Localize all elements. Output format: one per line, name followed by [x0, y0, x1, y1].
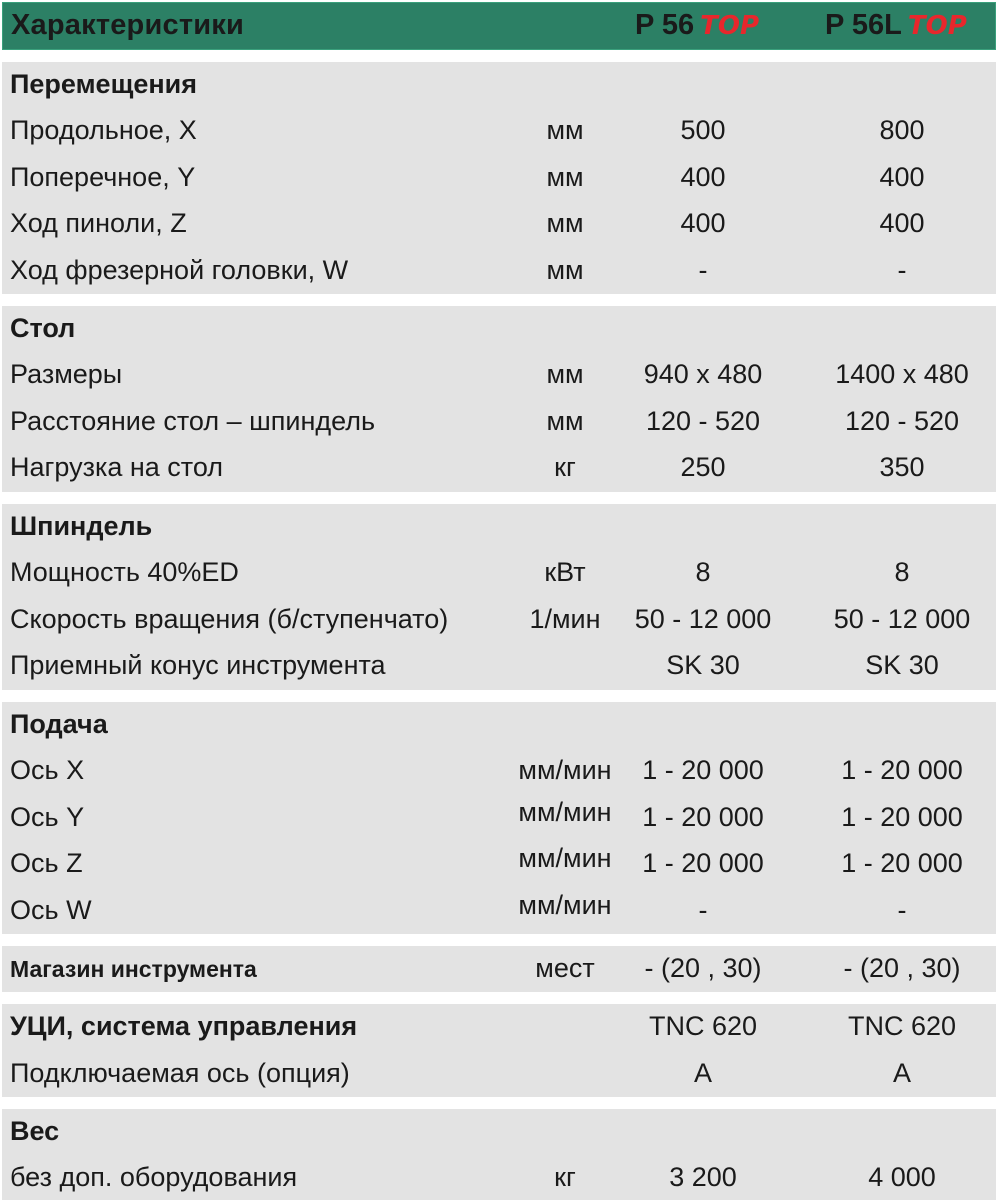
table-row — [2, 445, 996, 491]
row-label: Ось X — [10, 755, 85, 785]
row-unit: мм — [546, 359, 584, 389]
row-unit: мм — [546, 115, 584, 145]
row-value-p56l: 400 — [879, 162, 925, 192]
table-row — [2, 248, 996, 294]
row-unit: мм — [546, 208, 584, 238]
row-label: Подключаемая ось (опция) — [10, 1058, 350, 1088]
row-label: Ход пиноли, Z — [10, 208, 187, 238]
row-value-p56l: - (20 , 30) — [843, 953, 961, 983]
row-value-p56: 1 - 20 000 — [642, 802, 764, 832]
row-value-p56: 8 — [695, 557, 711, 587]
section-table — [2, 306, 996, 492]
row-unit: кВт — [544, 557, 586, 587]
section-title: Перемещения — [10, 69, 198, 99]
table-row — [2, 748, 996, 794]
model-p56l-name: P 56L — [825, 9, 902, 41]
section-title: Шпиндель — [10, 511, 153, 541]
row-value-p56l: 1400 x 480 — [835, 359, 969, 389]
row-value-p56l: TNC 620 — [847, 1011, 957, 1041]
table-row — [2, 201, 996, 247]
row-unit: мм/мин — [518, 843, 612, 873]
row-value-p56l: 4 000 — [868, 1162, 936, 1192]
row-value-p56: 1 - 20 000 — [642, 755, 764, 785]
row-value-p56l: SK 30 — [865, 650, 939, 680]
row-unit: кг — [554, 1162, 576, 1192]
row-value-p56l: - — [897, 255, 907, 285]
model-p56l-top-logo: TOP — [907, 11, 967, 41]
table-row — [2, 888, 996, 934]
row-value-p56: - — [698, 895, 708, 925]
row-label: Размеры — [10, 359, 123, 389]
row-value-p56: 120 - 520 — [645, 406, 761, 436]
table-row — [2, 108, 996, 154]
section-tool-magazine — [2, 946, 996, 992]
model-p56l-heading — [825, 9, 967, 42]
section-title: Вес — [10, 1116, 60, 1146]
row-unit: мм/мин — [518, 890, 612, 920]
section-control-system — [2, 1004, 996, 1097]
row-label: без доп. оборудования — [10, 1162, 298, 1192]
row-value-p56l: 120 - 520 — [844, 406, 960, 436]
section-heading — [2, 702, 996, 748]
section-title: Стол — [10, 313, 76, 343]
row-value-p56: TNC 620 — [648, 1011, 758, 1041]
table-row — [2, 399, 996, 445]
row-unit: мм — [546, 162, 584, 192]
row-label: Магазин инструмента — [10, 956, 257, 982]
row-label: Ось W — [10, 895, 92, 925]
model-p56-heading — [635, 9, 759, 42]
row-value-p56l: 1 - 20 000 — [841, 755, 963, 785]
section-feed — [2, 702, 996, 934]
row-value-p56: 1 - 20 000 — [642, 848, 764, 878]
row-value-p56l: 1 - 20 000 — [841, 848, 963, 878]
section-weight — [2, 1109, 996, 1200]
row-label: Нагрузка на стол — [10, 452, 224, 482]
table-row — [2, 795, 996, 841]
section-spindle — [2, 504, 996, 690]
row-value-p56: 500 — [680, 115, 726, 145]
row-unit: мест — [535, 953, 595, 983]
row-value-p56: 400 — [680, 208, 726, 238]
section-heading — [2, 306, 996, 352]
section-title: Подача — [10, 709, 108, 739]
row-label: Ось Z — [10, 848, 83, 878]
table-row — [2, 352, 996, 398]
row-label: УЦИ, система управления — [10, 1011, 358, 1041]
row-value-p56l: 1 - 20 000 — [841, 802, 963, 832]
row-label: Ход фрезерной головки, W — [10, 255, 349, 285]
row-unit: мм — [546, 255, 584, 285]
row-value-p56l: 350 — [879, 452, 925, 482]
row-value-p56: - (20 , 30) — [644, 953, 762, 983]
section-heading — [2, 62, 996, 108]
row-label: Поперечное, Y — [10, 162, 196, 192]
row-value-p56l: 800 — [879, 115, 925, 145]
row-value-p56l: 400 — [879, 208, 925, 238]
table-row — [2, 1155, 996, 1201]
table-row — [2, 597, 996, 643]
row-unit: мм/мин — [518, 797, 612, 827]
table-title: Характеристики — [11, 9, 245, 41]
row-value-p56: SK 30 — [666, 650, 740, 680]
table-row — [2, 1004, 996, 1050]
table-header — [2, 2, 996, 50]
row-value-p56: 250 — [680, 452, 726, 482]
table-row — [2, 1051, 996, 1097]
row-unit: 1/мин — [529, 604, 601, 634]
row-value-p56: - — [698, 255, 708, 285]
section-heading — [2, 504, 996, 550]
table-row — [2, 550, 996, 596]
row-value-p56l: A — [892, 1058, 911, 1088]
row-value-p56: 50 - 12 000 — [634, 604, 772, 634]
row-label: Продольное, X — [10, 115, 197, 145]
row-unit: мм/мин — [518, 755, 612, 785]
row-value-p56l: - — [897, 895, 907, 925]
row-label: Приемный конус инструмента — [10, 650, 386, 680]
table-row — [2, 946, 996, 992]
row-value-p56: 940 x 480 — [643, 359, 763, 389]
row-label: Расстояние стол – шпиндель — [10, 406, 376, 436]
row-value-p56: A — [693, 1058, 712, 1088]
row-unit: кг — [554, 452, 576, 482]
section-heading — [2, 1109, 996, 1155]
row-value-p56: 3 200 — [669, 1162, 737, 1192]
row-label: Ось Y — [10, 802, 85, 832]
table-row — [2, 841, 996, 887]
table-row — [2, 155, 996, 201]
model-p56-name: P 56 — [635, 9, 695, 41]
table-row — [2, 643, 996, 689]
row-unit: мм — [546, 406, 584, 436]
row-label: Мощность 40%ED — [10, 557, 239, 587]
row-label: Скорость вращения (б/ступенчато) — [10, 604, 449, 634]
row-value-p56l: 50 - 12 000 — [833, 604, 971, 634]
row-value-p56: 400 — [680, 162, 726, 192]
model-p56-top-logo: TOP — [700, 11, 760, 41]
section-movements — [2, 62, 996, 294]
row-value-p56l: 8 — [894, 557, 910, 587]
